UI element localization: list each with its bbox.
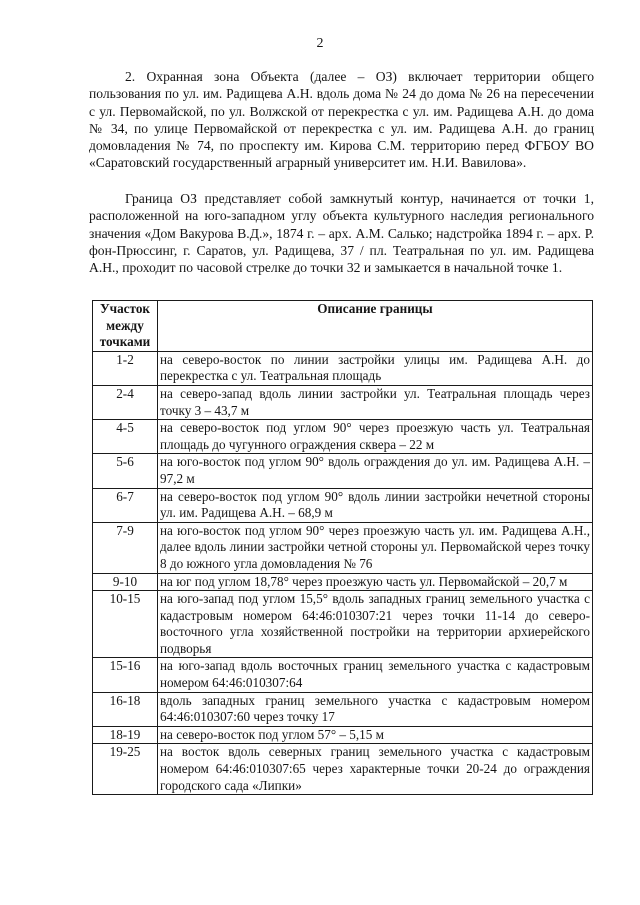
paragraph-protection-zone: 2. Охранная зона Объекта (далее – ОЗ) включает территории общего пользования по ул. им. Радищева А.Н. вдоль дома № 24 до дома № 26 на пересечении с ул. Первомайской, по ул. Волжской от перекрестка с ул. им. Радищева А.Н. до дома № 34, по улице Первомайской от перекрестка с ул. им. Радищева А.Н. до границ домовладения № 74, по проспекту им. Кирова С.М. территорию перед ФГБОУ ВО «Саратовский государственный аграрный университет им. Н.И. Вавилова». bbox=[89, 69, 594, 171]
description-cell: на юго-восток под углом 90° вдоль ограждения до ул. им. Радищева А.Н. – 97,2 м bbox=[158, 454, 593, 488]
table-row bbox=[93, 454, 593, 488]
description-cell: вдоль западных границ земельного участка с кадастровым номером 64:46:010307:60 через точку 17 bbox=[158, 692, 593, 726]
segment-cell: 7-9 bbox=[93, 522, 158, 573]
table-row bbox=[93, 726, 593, 744]
segment-cell: 5-6 bbox=[93, 454, 158, 488]
segment-cell: 4-5 bbox=[93, 420, 158, 454]
segment-cell: 1-2 bbox=[93, 351, 158, 385]
segment-cell: 18-19 bbox=[93, 726, 158, 744]
table-row bbox=[93, 692, 593, 726]
segment-cell: 2-4 bbox=[93, 385, 158, 419]
description-cell: на северо-запад вдоль линии застройки ул. Театральная площадь через точку 3 – 43,7 м bbox=[158, 385, 593, 419]
description-cell: на северо-восток под углом 57° – 5,15 м bbox=[158, 726, 593, 744]
header-description: Описание границы bbox=[158, 301, 593, 352]
description-cell: на юг под углом 18,78° через проезжую часть ул. Первомайской – 20,7 м bbox=[158, 573, 593, 591]
segment-cell: 6-7 bbox=[93, 488, 158, 522]
paragraph-boundary-outline: Граница ОЗ представляет собой замкнутый контур, начинается от точки 1, расположенной на юго-западном углу объекта культурного наследия регионального значения «Дом Вакурова В.Д.», 1874 г. – арх. А.М. Салько; надстройка 1894 г. – арх. Р. фон-Прюссинг, г. Саратов, ул. Радищева, 37 / пл. Театральная по ул. им. Радищева А.Н., проходит по часовой стрелке до точки 32 и замыкается в начальной точке 1. bbox=[89, 191, 594, 276]
page-number: 2 bbox=[316, 36, 324, 51]
header-segment: Участок между точками bbox=[93, 301, 158, 352]
description-cell: на северо-восток под углом 90° вдоль линии застройки нечетной стороны ул. им. Радищева А.Н. – 68,9 м bbox=[158, 488, 593, 522]
description-cell: на юго-запад под углом 15,5° вдоль западных границ земельного участка с кадастровым номером 64:46:010307:21 через точки 11-14 до северо-восточного угла хозяйственной постройки на территории архиерейского подворья bbox=[158, 591, 593, 658]
table-row bbox=[93, 591, 593, 658]
boundary-table bbox=[92, 300, 593, 795]
segment-cell: 19-25 bbox=[93, 744, 158, 795]
segment-cell: 15-16 bbox=[93, 658, 158, 692]
description-cell: на северо-восток по линии застройки улицы им. Радищева А.Н. до перекрестка с ул. Театральная площадь bbox=[158, 351, 593, 385]
description-cell: на восток вдоль северных границ земельного участка с кадастровым номером 64:46:010307:65 через характерные точки 20-24 до ограждения городского сада «Липки» bbox=[158, 744, 593, 795]
table-row bbox=[93, 488, 593, 522]
description-cell: на юго-запад вдоль восточных границ земельного участка с кадастровым номером 64:46:010307:64 bbox=[158, 658, 593, 692]
table-row bbox=[93, 420, 593, 454]
segment-cell: 16-18 bbox=[93, 692, 158, 726]
table-row bbox=[93, 573, 593, 591]
table-row bbox=[93, 522, 593, 573]
table-row bbox=[93, 385, 593, 419]
table-body bbox=[93, 351, 593, 794]
table-row bbox=[93, 351, 593, 385]
table-row bbox=[93, 744, 593, 795]
table-row bbox=[93, 658, 593, 692]
description-cell: на юго-восток под углом 90° через проезжую часть ул. им. Радищева А.Н., далее вдоль линии застройки четной стороны ул. Первомайской через точку 8 до южного угла домовладения № 76 bbox=[158, 522, 593, 573]
segment-cell: 9-10 bbox=[93, 573, 158, 591]
description-cell: на северо-восток под углом 90° через проезжую часть ул. Театральная площадь до чугунного ограждения сквера – 22 м bbox=[158, 420, 593, 454]
table-header-row bbox=[93, 301, 593, 352]
segment-cell: 10-15 bbox=[93, 591, 158, 658]
